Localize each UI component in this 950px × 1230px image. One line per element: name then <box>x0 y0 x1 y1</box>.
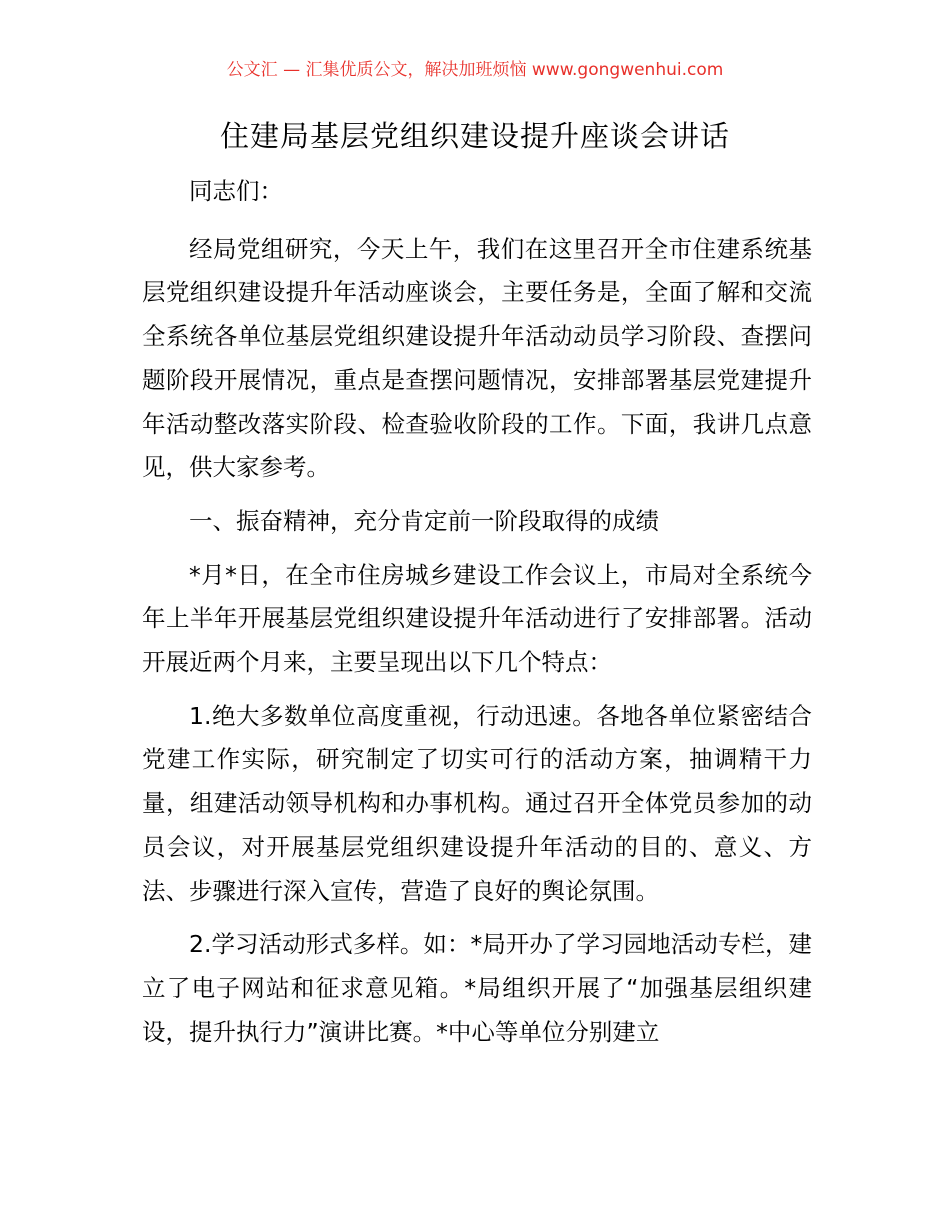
document-body <box>142 170 812 1064</box>
paragraph-intro: 经局党组研究，今天上午，我们在这里召开全市住建系统基层党组织建设提升年活动座谈会，主要任务是，全面了解和交流全系统各单位基层党组织建设提升年活动动员学习阶段、查摆问题阶段开展情况，重点是查摆问题情况，安排部署基层党建提升年活动整改落实阶段、检查验收阶段的工作。下面，我讲几点意见，供大家参考。 <box>142 234 812 482</box>
section-heading-1: 一、振奋精神，充分肯定前一阶段取得的成绩 <box>189 506 659 535</box>
salutation: 同志们： <box>189 177 283 205</box>
site-banner: 公文汇 — 汇集优质公文，解决加班烦恼 www.gongwenhui.com <box>226 60 724 80</box>
document-title: 住建局基层党组织建设提升座谈会讲话 <box>219 119 730 153</box>
paragraph-point-2: 2.学习活动形式多样。如：*局开办了学习园地活动专栏，建立了电子网站和征求意见箱。*局组织开展了“加强基层组织建设，提升执行力”演讲比赛。*中心等单位分别建立 <box>142 930 812 1046</box>
paragraph-overview: *月*日，在全市住房城乡建设工作会议上，市局对全系统今年上半年开展基层党组织建设提升年活动进行了安排部署。活动开展近两个月来，主要呈现出以下几个特点： <box>142 560 812 677</box>
paragraph-point-1: 1.绝大多数单位高度重视，行动迅速。各地各单位紧密结合党建工作实际，研究制定了切实可行的活动方案，抽调精干力量，组建活动领导机构和办事机构。通过召开全体党员参加的动员会议，对开展基层党组织建设提升年活动的目的、意义、方法、步骤进行深入宣传，营造了良好的舆论氛围。 <box>142 701 812 905</box>
